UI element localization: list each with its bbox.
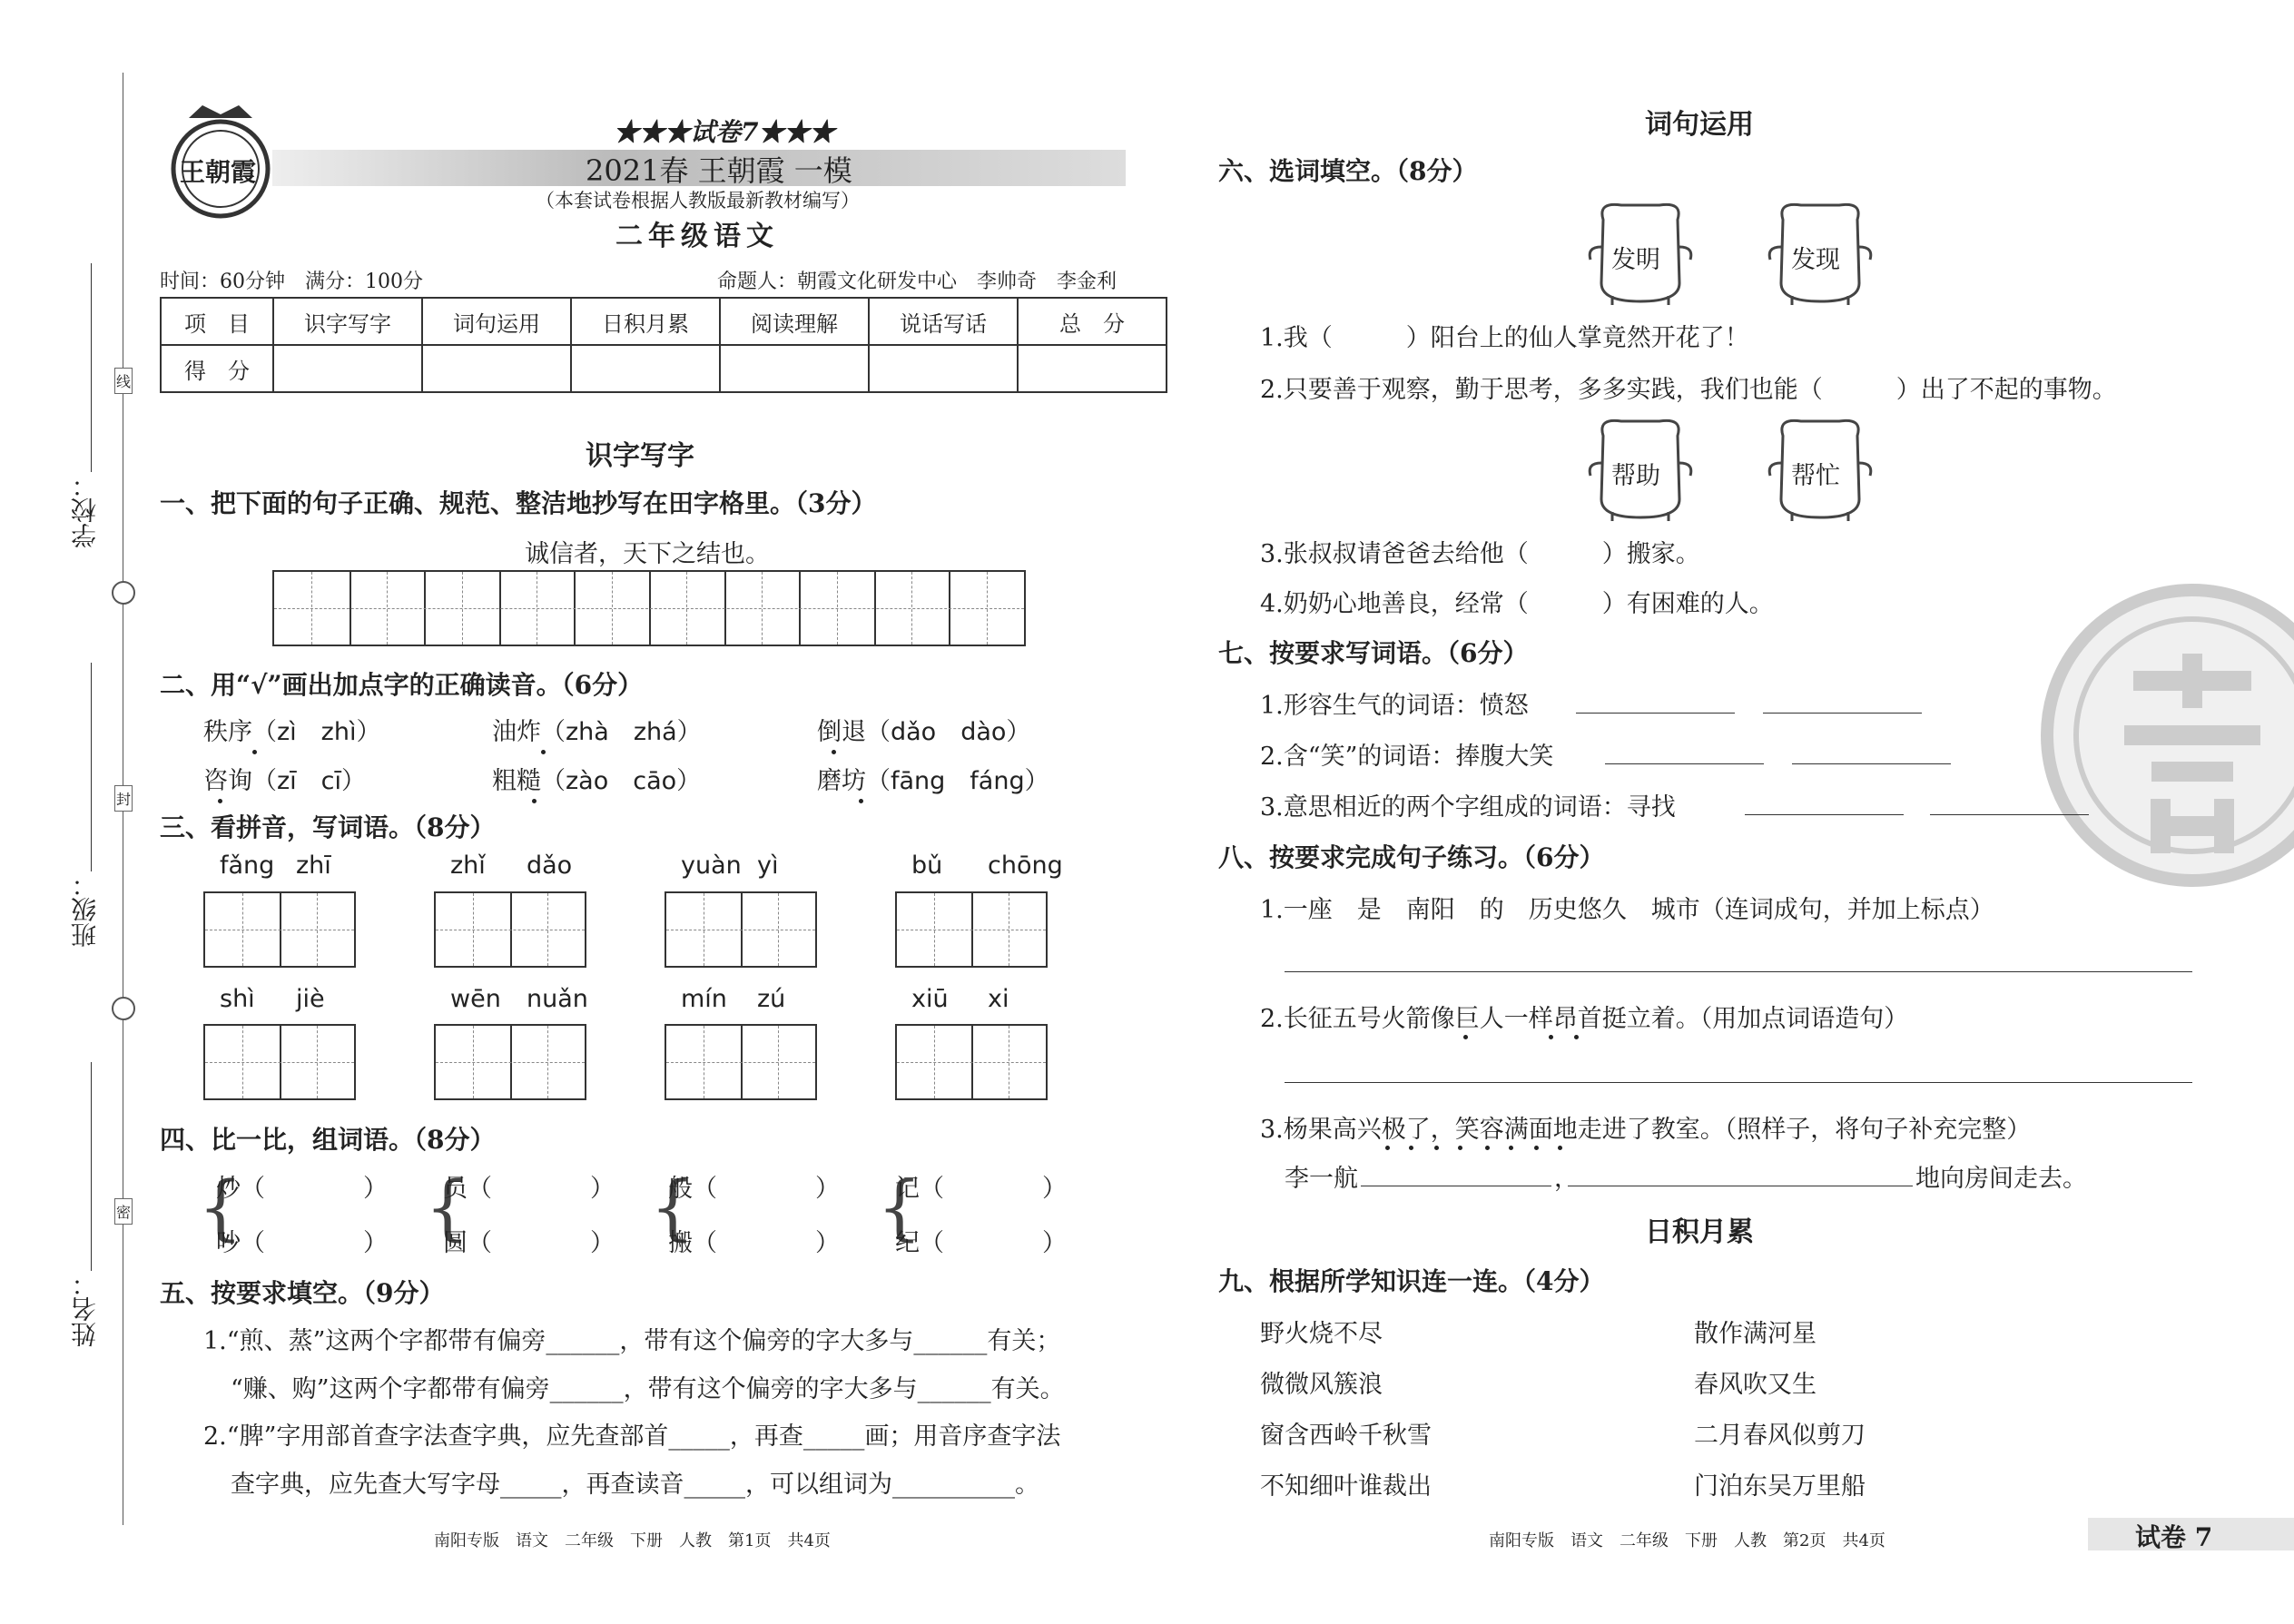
grid-guide xyxy=(666,1062,815,1063)
emphasis-dot xyxy=(1485,1146,1490,1150)
section-title-accumulation: 日积月累 xyxy=(1645,1216,1754,1248)
q9-right-item[interactable]: 散作满河星 xyxy=(1694,1320,1816,1348)
emphasis-dot xyxy=(1463,1035,1468,1039)
exam-time: 时间：60分钟 满分：100分 xyxy=(160,271,423,293)
emphasis-dot xyxy=(1409,1146,1413,1150)
q5-line[interactable]: “赚、购”这两个字都带有偏旁______，带有这个偏旁的字大多与______有关。 xyxy=(231,1375,1065,1403)
class-label: 班级： xyxy=(70,871,100,948)
pinyin-label: xi xyxy=(988,985,1009,1013)
score-cell[interactable] xyxy=(273,345,422,392)
pot-word: 帮忙 xyxy=(1791,462,1840,490)
pinyin-label: mín xyxy=(681,985,727,1013)
section-title-literacy: 识字写字 xyxy=(586,440,694,472)
word-grid[interactable] xyxy=(895,1024,1048,1100)
pinyin-label: jiè xyxy=(296,985,325,1013)
compare-item[interactable]: 搬（ ） xyxy=(668,1229,840,1257)
q8-answer-prefix: 李一航 xyxy=(1285,1165,1358,1193)
compare-item[interactable]: 吵（ ） xyxy=(216,1229,388,1257)
score-cell[interactable] xyxy=(720,345,869,392)
school-line xyxy=(91,263,92,472)
pinyin-label: yuàn xyxy=(681,851,742,880)
brace-icon: { xyxy=(650,1167,695,1249)
score-header-cell: 日积月累 xyxy=(571,298,720,345)
pot-word: 帮助 xyxy=(1611,462,1660,490)
school-label: 学校： xyxy=(70,472,100,548)
emphasis-dot xyxy=(1534,1146,1539,1150)
q9-left-item[interactable]: 窗含西岭千秋雪 xyxy=(1260,1422,1432,1450)
q2-item[interactable]: 咨询（zī cī） xyxy=(203,767,367,795)
emphasis-dot xyxy=(1458,1146,1462,1150)
q8-line: 1.一座 是 南阳 的 历史悠久 城市（连词成句，并加上标点） xyxy=(1260,896,1994,924)
emphasis-dot xyxy=(1509,1146,1513,1150)
q8-answer-comma: ， xyxy=(1554,1165,1579,1193)
word-grid[interactable] xyxy=(434,891,586,968)
q6-title: 六、选词填空。（8分） xyxy=(1218,156,1478,186)
score-header-cell: 总 分 xyxy=(1018,298,1167,345)
word-grid[interactable] xyxy=(434,1024,586,1100)
emphasis-dot xyxy=(541,750,546,754)
score-table-header xyxy=(161,298,1167,345)
score-table-row xyxy=(161,345,1167,392)
compare-item[interactable]: 圆（ ） xyxy=(443,1229,615,1257)
q8-line: 2.长征五号火箭像巨人一样昂首挺立着。（用加点词语造句） xyxy=(1260,1005,1909,1033)
q5-title: 五、按要求填空。（9分） xyxy=(160,1278,445,1308)
q6-line[interactable]: 1.我（ ）阳台上的仙人掌竟然开花了！ xyxy=(1260,324,1749,352)
emphasis-dot xyxy=(252,750,257,754)
answer-line[interactable] xyxy=(1285,1082,2192,1083)
score-cell[interactable] xyxy=(869,345,1018,392)
pot-word: 发现 xyxy=(1791,246,1840,274)
score-header-cell: 识字写字 xyxy=(273,298,422,345)
q2-item[interactable]: 油炸（zhà zhá） xyxy=(492,718,702,746)
score-header-cell: 阅读理解 xyxy=(720,298,869,345)
brace-icon: { xyxy=(198,1167,243,1249)
q7-line: 1.形容生气的词语：愤怒 xyxy=(1260,692,1529,720)
word-grid[interactable] xyxy=(203,891,356,968)
q5-line[interactable]: 查字典，应先查大写字母_____，再查读音_____，可以组词为__________。 xyxy=(231,1471,1039,1499)
score-header-cell: 说话写话 xyxy=(869,298,1018,345)
q2-item[interactable]: 秩序（zì zhì） xyxy=(203,718,381,746)
word-grid[interactable] xyxy=(895,891,1048,968)
secret-watermark-icon xyxy=(2033,581,2294,890)
q5-line[interactable]: 2.“脾”字用部首查字法查字典，应先查部首_____，再查_____画；用音序查字法 xyxy=(203,1422,1061,1451)
exam-title: 2021春 王朝霞 一模 xyxy=(586,153,852,188)
q6-line[interactable]: 2.只要善于观察，勤于思考，多多实践，我们也能（ ）出了不起的事物。 xyxy=(1260,376,2117,404)
emphasis-dot xyxy=(1434,1146,1439,1150)
class-line xyxy=(91,663,92,871)
score-header-cell: 项 目 xyxy=(161,298,273,345)
pinyin-label: bǔ xyxy=(911,851,943,880)
q2-title: 二、用“√”画出加点字的正确读音。（6分） xyxy=(160,670,644,700)
q4-title: 四、比一比，组词语。（8分） xyxy=(160,1125,496,1155)
score-row-label: 得 分 xyxy=(161,345,273,392)
seal-mark-secret: 密 xyxy=(114,1198,133,1225)
answer-line[interactable] xyxy=(1285,971,2192,972)
seal-mark-line: 线 xyxy=(114,368,133,394)
pinyin-label: nuǎn xyxy=(527,985,588,1013)
grid-guide xyxy=(205,1062,354,1063)
emphasis-dot xyxy=(1574,1035,1579,1039)
binding-hole-icon xyxy=(112,997,135,1020)
q9-right-item[interactable]: 二月春风似剪刀 xyxy=(1694,1422,1866,1450)
left-footer: 南阳专版 语文 二年级 下册 人教 第1页 共4页 xyxy=(434,1531,831,1550)
emphasis-dot xyxy=(218,799,222,803)
answer-line[interactable] xyxy=(1605,763,1764,764)
q2-item[interactable]: 倒退（dǎo dào） xyxy=(817,718,1031,746)
compare-item[interactable]: 纪（ ） xyxy=(895,1229,1067,1257)
compare-item[interactable]: 般（ ） xyxy=(668,1175,840,1203)
pinyin-label: zhǐ xyxy=(450,851,486,880)
q2-item[interactable]: 磨坊（fāng fáng） xyxy=(817,767,1049,795)
exam-authors: 命题人：朝霞文化研发中心 李帅奇 李金利 xyxy=(717,271,1117,293)
q9-left-item[interactable]: 微微风簇浪 xyxy=(1260,1371,1383,1399)
compare-item[interactable]: 记（ ） xyxy=(895,1175,1067,1203)
exam-note: （本套试卷根据人教版最新教材编写） xyxy=(536,190,860,212)
pinyin-label: zhī xyxy=(296,851,331,880)
pinyin-label: zú xyxy=(757,985,786,1013)
exam-subject: 二年级语文 xyxy=(615,221,779,252)
score-header-cell: 词句运用 xyxy=(422,298,571,345)
q8-answer-suffix: 地向房间走去。 xyxy=(1915,1165,2087,1193)
right-footer: 南阳专版 语文 二年级 下册 人教 第2页 共4页 xyxy=(1489,1531,1885,1550)
q8-line: 3.杨果高兴极了，笑容满面地走进了教室。（照样子，将句子补充完整） xyxy=(1260,1116,2032,1144)
q7-line: 2.含“笑”的词语：捧腹大笑 xyxy=(1260,743,1554,771)
emphasis-dot xyxy=(532,799,537,803)
q9-title: 九、根据所学知识连一连。（4分） xyxy=(1218,1266,1605,1296)
q9-right-item[interactable]: 门泊东吴万里船 xyxy=(1694,1472,1866,1501)
answer-line[interactable] xyxy=(1576,713,1735,714)
pinyin-label: chōng xyxy=(988,851,1063,880)
score-table xyxy=(160,297,1167,393)
word-grid[interactable] xyxy=(665,1024,817,1100)
q1-title: 一、把下面的句子正确、规范、整洁地抄写在田字格里。（3分） xyxy=(160,488,877,518)
pinyin-label: shì xyxy=(220,985,255,1013)
emphasis-dot xyxy=(859,799,863,803)
q6-line[interactable]: 3.张叔叔请爸爸去给他（ ）搬家。 xyxy=(1260,540,1700,568)
score-cell[interactable] xyxy=(422,345,571,392)
word-grid[interactable] xyxy=(665,891,817,968)
pinyin-label: dǎo xyxy=(527,851,573,880)
series-label: ★★★试卷7★★★ xyxy=(614,117,835,147)
name-line xyxy=(91,1062,92,1271)
brace-icon: { xyxy=(877,1167,922,1249)
compare-item[interactable]: 炒（ ） xyxy=(216,1175,388,1203)
pinyin-label: yì xyxy=(757,851,779,880)
q3-title: 三、看拼音，写词语。（8分） xyxy=(160,812,496,842)
name-label: 姓名： xyxy=(70,1271,100,1347)
emphasis-dot xyxy=(1558,1146,1562,1150)
emphasis-dot xyxy=(1549,1035,1553,1039)
answer-line[interactable] xyxy=(1745,814,1904,815)
pot-word: 发明 xyxy=(1611,246,1660,274)
q9-left-item[interactable]: 野火烧不尽 xyxy=(1260,1320,1383,1348)
q2-item[interactable]: 粗糙（zào cāo） xyxy=(492,767,702,795)
pinyin-label: xiū xyxy=(911,985,949,1013)
q1-sentence: 诚信者，天下之结也。 xyxy=(525,540,770,568)
seal-mark-seal: 封 xyxy=(114,785,133,812)
q7-title: 七、按要求写词语。（6分） xyxy=(1218,638,1529,668)
corner-label: 试卷 7 xyxy=(2135,1522,2213,1552)
section-title-words: 词句运用 xyxy=(1645,109,1754,141)
answer-line[interactable] xyxy=(1792,763,1951,764)
pinyin-label: fǎng xyxy=(220,851,275,880)
grid-guide xyxy=(436,1062,585,1063)
q9-left-item[interactable]: 不知细叶谁裁出 xyxy=(1260,1472,1432,1501)
q8-title: 八、按要求完成句子练习。（6分） xyxy=(1218,842,1605,872)
q7-line: 3.意思相近的两个字组成的词语：寻找 xyxy=(1260,793,1676,822)
pinyin-label: wēn xyxy=(450,985,501,1013)
score-cell[interactable] xyxy=(571,345,720,392)
q9-right-item[interactable]: 春风吹又生 xyxy=(1694,1371,1816,1399)
answer-line[interactable] xyxy=(1930,814,2089,815)
binding-hole-icon xyxy=(112,581,135,605)
q5-line[interactable]: 1.“煎、蒸”这两个字都带有偏旁______，带有这个偏旁的字大多与______有关； xyxy=(203,1327,1061,1355)
word-grid[interactable] xyxy=(203,1024,356,1100)
score-cell[interactable] xyxy=(1018,345,1167,392)
emphasis-dot xyxy=(1385,1146,1390,1150)
q6-line[interactable]: 4.奶奶心地善良，经常（ ）有困难的人。 xyxy=(1260,590,1774,618)
q1-writing-grid[interactable] xyxy=(272,570,1026,646)
compare-item[interactable]: 员（ ） xyxy=(443,1175,615,1203)
emphasis-dot xyxy=(832,750,836,754)
grid-guide xyxy=(274,608,1024,609)
answer-line[interactable] xyxy=(1763,713,1922,714)
logo-text: 王朝霞 xyxy=(180,157,257,187)
brace-icon: { xyxy=(425,1167,470,1249)
grid-guide xyxy=(897,1062,1046,1063)
